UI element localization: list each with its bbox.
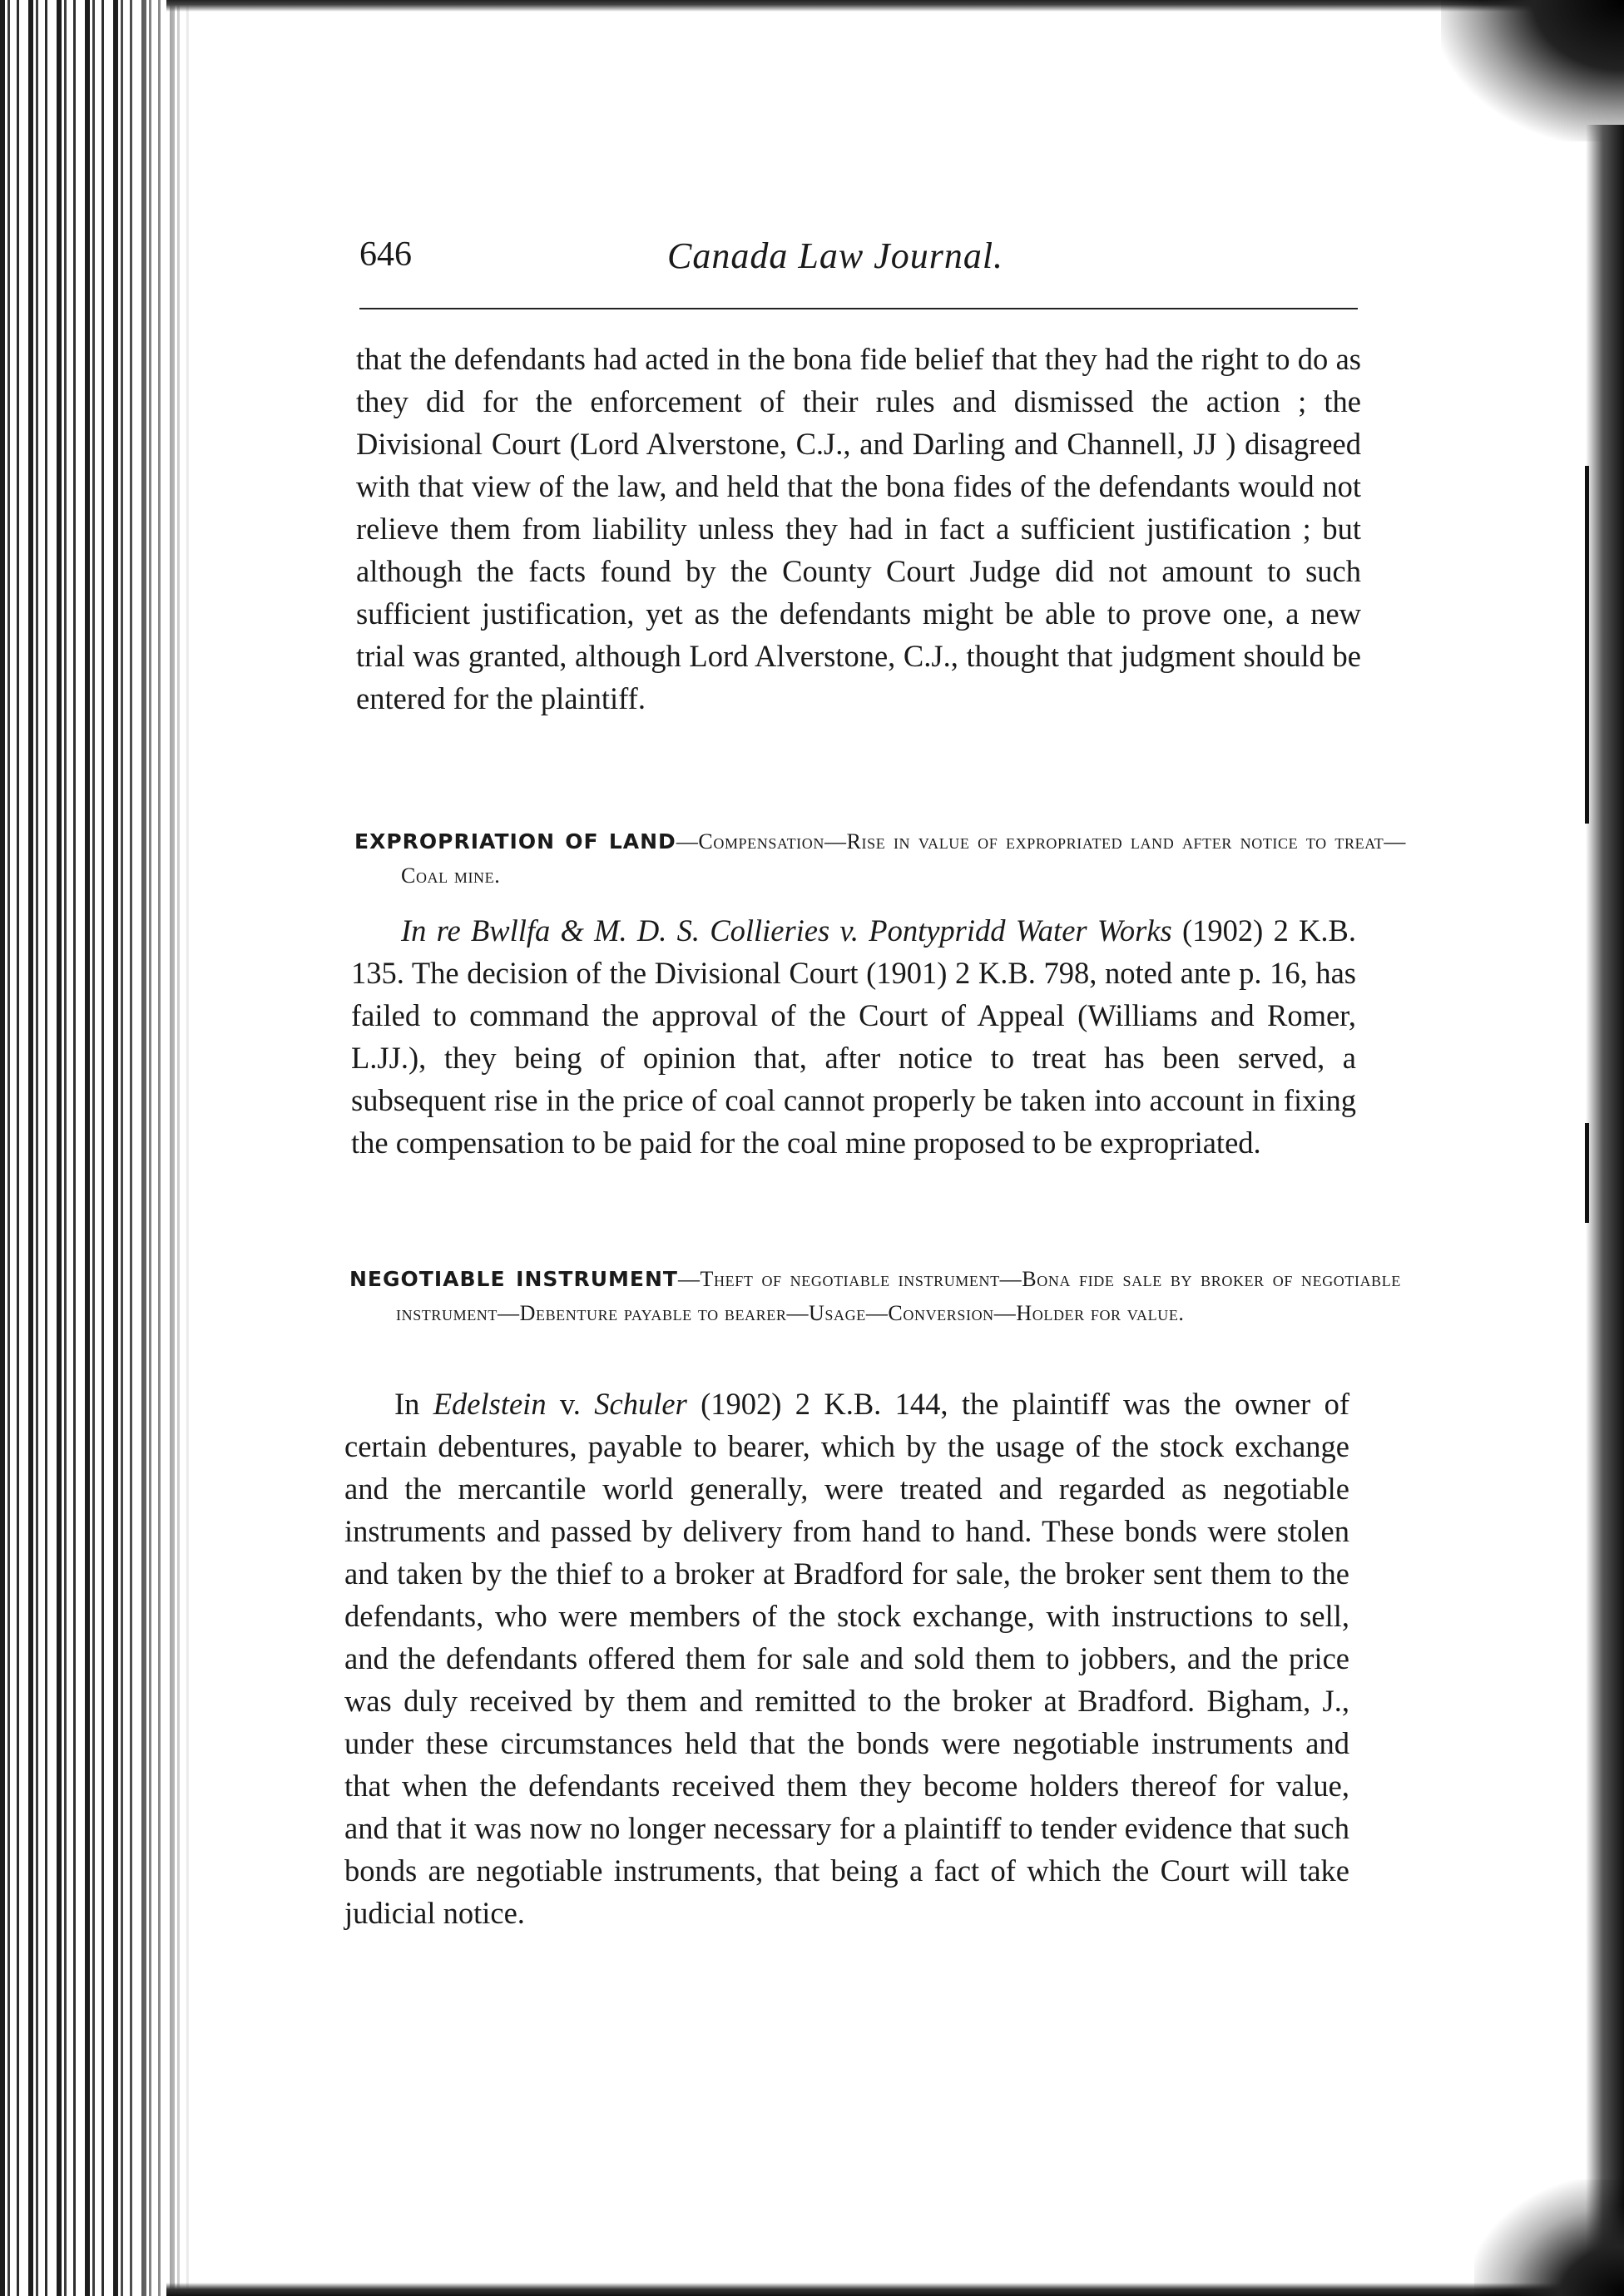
versus: v.	[559, 1387, 581, 1421]
journal-title: Canada Law Journal.	[667, 235, 1004, 276]
section-heading-negotiable-instrument	[349, 1263, 1401, 1331]
top-right-corner-shadow	[1441, 0, 1624, 141]
right-margin-mark	[1585, 1123, 1589, 1223]
page-number: 646	[359, 235, 412, 274]
negotiable-instrument-paragraph	[344, 1383, 1349, 1934]
heading-keyword: EXPROPRIATION OF LAND	[354, 829, 676, 854]
bottom-right-corner-shadow	[1474, 2180, 1624, 2296]
book-spine-shadow	[0, 0, 193, 2296]
right-margin-mark	[1585, 466, 1589, 824]
paragraph-text: (1902) 2 K.B. 135. The decision of the Divisional Court (1901) 2 K.B. 798, noted ante p. 16, has failed to command the approval of the Court of Appeal (Williams and Romer, L.JJ.), they being of opinion that, after notice to treat has been served, a subsequent rise in the price of coal cannot properly be taken into account in fixing the compensation to be paid for the coal mine proposed to be expropriated.	[351, 913, 1357, 1160]
case-name-plaintiff: Edelstein	[433, 1387, 547, 1421]
expropriation-paragraph	[351, 909, 1356, 1164]
paragraph-text: (1902) 2 K.B. 144, the plaintiff was the owner of certain debentures, payable to bearer, which by the usage of the stock exchange and the mercantile world generally, were treated and regarded as negotiable instruments and passed by delivery from hand to hand. These bonds were stolen and taken by the thief to a broker at Bradford for sale, the broker sent them to the defendants, who were members of the stock exchange, with instructions to sell, and the defendants offered them for sale and sold them to jobbers, and the price was duly received by them and remitted to the broker at Bradford. Bigham, J., under these circumstances held that the bonds were negotiable instruments and that when the defendants received them they become holders thereof for value, and that it was now no longer necessary for a plaintiff to tender evidence that such bonds are negotiable instruments, that being a fact of which the Court will take judicial notice.	[344, 1387, 1350, 1930]
section-heading-expropriation	[354, 825, 1406, 893]
heading-keyword: NEGOTIABLE INSTRUMENT	[349, 1267, 678, 1291]
header-rule	[359, 308, 1358, 309]
case-name-defendant: Schuler	[594, 1387, 687, 1421]
right-page-edge	[1586, 125, 1624, 2296]
case-name: In re Bwllfa & M. D. S. Collieries v. Pontypridd Water Works	[401, 913, 1172, 948]
top-page-edge	[166, 0, 1624, 12]
running-head	[359, 235, 1358, 288]
intro-word: In	[394, 1387, 420, 1421]
bottom-page-edge	[166, 2283, 1624, 2296]
continuation-paragraph: that the defendants had acted in the bona fide belief that they had the right to do as they did for the enforcement of their rules and dismissed the action ; the Divisional Court (Lord Alverstone, C.J., and Darling and Channell, JJ ) disagreed with that view of the law, and held that the bona fides of the defendants would not relieve them from liability unless they had in fact a sufficient justification ; but although the facts found by the County Court Judge did not amount to such sufficient justification, yet as the defendants might be able to prove one, a new trial was granted, although Lord Alverstone, C.J., thought that judgment should be entered for the plaintiff.	[356, 342, 1361, 715]
heading-subject: —Theft of negotiable instrument—Bona fide sale by broker of negotiable instrument—Debenture payable to bearer—Usage—Conversion—Holder for value.	[396, 1267, 1401, 1325]
heading-subject: —Compensation—Rise in value of expropriated land after notice to treat—Coal mine.	[401, 829, 1406, 888]
